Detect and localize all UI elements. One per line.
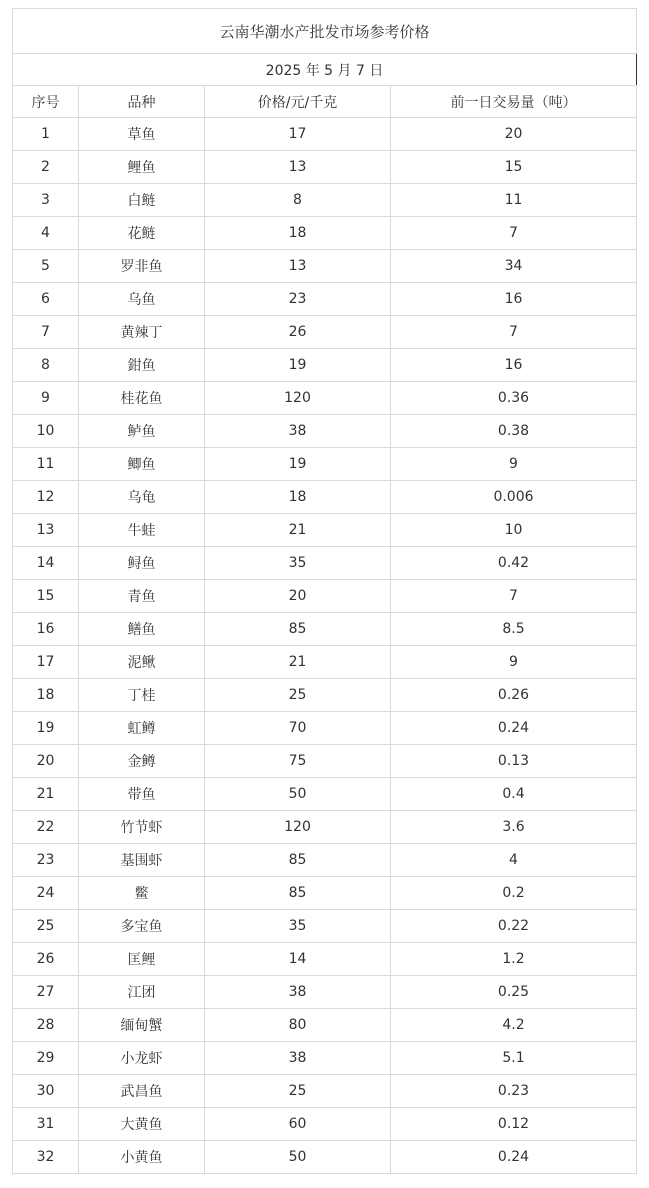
cell-index: 3 xyxy=(13,184,79,217)
cell-variety: 小龙虾 xyxy=(79,1042,205,1075)
cell-variety: 丁桂 xyxy=(79,679,205,712)
cell-volume: 9 xyxy=(391,448,637,481)
cell-variety: 鲫鱼 xyxy=(79,448,205,481)
table-row xyxy=(13,151,637,184)
cell-volume: 3.6 xyxy=(391,811,637,844)
cell-index: 18 xyxy=(13,679,79,712)
cell-index: 6 xyxy=(13,283,79,316)
cell-price: 75 xyxy=(205,745,391,778)
cell-index: 21 xyxy=(13,778,79,811)
cell-index: 8 xyxy=(13,349,79,382)
cell-variety: 鲈鱼 xyxy=(79,415,205,448)
cell-variety: 鳖 xyxy=(79,877,205,910)
cell-variety: 鉗鱼 xyxy=(79,349,205,382)
cell-price: 50 xyxy=(205,1141,391,1174)
price-table xyxy=(12,8,637,1174)
cell-volume: 34 xyxy=(391,250,637,283)
price-sheet xyxy=(12,8,636,1174)
cell-price: 26 xyxy=(205,316,391,349)
cell-variety: 江团 xyxy=(79,976,205,1009)
table-row xyxy=(13,646,637,679)
cell-index: 20 xyxy=(13,745,79,778)
cell-variety: 乌鱼 xyxy=(79,283,205,316)
table-row xyxy=(13,283,637,316)
cell-index: 28 xyxy=(13,1009,79,1042)
cell-price: 35 xyxy=(205,547,391,580)
cell-variety: 鳝鱼 xyxy=(79,613,205,646)
table-row xyxy=(13,481,637,514)
cell-price: 14 xyxy=(205,943,391,976)
cell-price: 85 xyxy=(205,877,391,910)
cell-price: 25 xyxy=(205,679,391,712)
cell-price: 19 xyxy=(205,448,391,481)
cell-volume: 4 xyxy=(391,844,637,877)
cell-variety: 金鳟 xyxy=(79,745,205,778)
cell-volume: 15 xyxy=(391,151,637,184)
cell-variety: 鲟鱼 xyxy=(79,547,205,580)
cell-index: 30 xyxy=(13,1075,79,1108)
cell-variety: 鲤鱼 xyxy=(79,151,205,184)
cell-price: 20 xyxy=(205,580,391,613)
cell-volume: 16 xyxy=(391,283,637,316)
cell-variety: 泥鳅 xyxy=(79,646,205,679)
table-row xyxy=(13,976,637,1009)
title-row xyxy=(13,9,637,54)
table-row xyxy=(13,448,637,481)
table-row xyxy=(13,1042,637,1075)
column-header-volume: 前一日交易量（吨） xyxy=(391,86,637,118)
cell-volume: 4.2 xyxy=(391,1009,637,1042)
cell-price: 13 xyxy=(205,151,391,184)
cell-volume: 11 xyxy=(391,184,637,217)
table-row xyxy=(13,118,637,151)
cell-price: 18 xyxy=(205,481,391,514)
cell-variety: 缅甸蟹 xyxy=(79,1009,205,1042)
cell-volume: 0.42 xyxy=(391,547,637,580)
cell-index: 25 xyxy=(13,910,79,943)
cell-index: 13 xyxy=(13,514,79,547)
table-row xyxy=(13,712,637,745)
cell-volume: 0.23 xyxy=(391,1075,637,1108)
cell-price: 50 xyxy=(205,778,391,811)
cell-price: 120 xyxy=(205,382,391,415)
cell-index: 29 xyxy=(13,1042,79,1075)
cell-price: 38 xyxy=(205,1042,391,1075)
date-row xyxy=(13,54,637,86)
table-row xyxy=(13,844,637,877)
cell-price: 38 xyxy=(205,415,391,448)
column-header-price: 价格/元/千克 xyxy=(205,86,391,118)
table-body xyxy=(13,118,637,1174)
table-row xyxy=(13,679,637,712)
table-row xyxy=(13,1075,637,1108)
cell-variety: 草鱼 xyxy=(79,118,205,151)
table-row xyxy=(13,580,637,613)
cell-variety: 匡鲤 xyxy=(79,943,205,976)
cell-price: 85 xyxy=(205,844,391,877)
cell-volume: 0.4 xyxy=(391,778,637,811)
table-date: 2025 年 5 月 7 日 xyxy=(13,54,637,86)
table-row xyxy=(13,217,637,250)
cell-variety: 小黄鱼 xyxy=(79,1141,205,1174)
cell-variety: 白鲢 xyxy=(79,184,205,217)
cell-variety: 武昌鱼 xyxy=(79,1075,205,1108)
cell-variety: 乌龟 xyxy=(79,481,205,514)
table-row xyxy=(13,316,637,349)
cell-volume: 0.38 xyxy=(391,415,637,448)
cell-variety: 带鱼 xyxy=(79,778,205,811)
cell-price: 70 xyxy=(205,712,391,745)
cell-volume: 20 xyxy=(391,118,637,151)
cell-index: 5 xyxy=(13,250,79,283)
cell-price: 13 xyxy=(205,250,391,283)
cell-price: 35 xyxy=(205,910,391,943)
cell-variety: 罗非鱼 xyxy=(79,250,205,283)
cell-variety: 竹节虾 xyxy=(79,811,205,844)
cell-price: 85 xyxy=(205,613,391,646)
cell-index: 19 xyxy=(13,712,79,745)
table-row xyxy=(13,1108,637,1141)
cell-index: 1 xyxy=(13,118,79,151)
cell-index: 4 xyxy=(13,217,79,250)
table-row xyxy=(13,1141,637,1174)
column-header-variety: 品种 xyxy=(79,86,205,118)
cell-volume: 7 xyxy=(391,316,637,349)
cell-variety: 黄辣丁 xyxy=(79,316,205,349)
cell-index: 17 xyxy=(13,646,79,679)
cell-volume: 0.24 xyxy=(391,712,637,745)
cell-volume: 0.26 xyxy=(391,679,637,712)
cell-index: 23 xyxy=(13,844,79,877)
cell-price: 19 xyxy=(205,349,391,382)
cell-index: 11 xyxy=(13,448,79,481)
table-row xyxy=(13,1009,637,1042)
cell-variety: 虹鳟 xyxy=(79,712,205,745)
table-row xyxy=(13,382,637,415)
table-row xyxy=(13,415,637,448)
cell-index: 2 xyxy=(13,151,79,184)
cell-index: 31 xyxy=(13,1108,79,1141)
table-row xyxy=(13,811,637,844)
cell-volume: 0.2 xyxy=(391,877,637,910)
cell-volume: 0.24 xyxy=(391,1141,637,1174)
cell-price: 38 xyxy=(205,976,391,1009)
table-row xyxy=(13,778,637,811)
cell-volume: 0.22 xyxy=(391,910,637,943)
cell-volume: 1.2 xyxy=(391,943,637,976)
cell-volume: 8.5 xyxy=(391,613,637,646)
table-row xyxy=(13,745,637,778)
table-row xyxy=(13,184,637,217)
cell-variety: 多宝鱼 xyxy=(79,910,205,943)
cell-index: 7 xyxy=(13,316,79,349)
column-header-index: 序号 xyxy=(13,86,79,118)
cell-price: 8 xyxy=(205,184,391,217)
cell-price: 17 xyxy=(205,118,391,151)
table-row xyxy=(13,349,637,382)
cell-index: 22 xyxy=(13,811,79,844)
cell-volume: 9 xyxy=(391,646,637,679)
table-row xyxy=(13,613,637,646)
table-row xyxy=(13,910,637,943)
header-row xyxy=(13,86,637,118)
cell-price: 23 xyxy=(205,283,391,316)
cell-volume: 0.006 xyxy=(391,481,637,514)
cell-price: 25 xyxy=(205,1075,391,1108)
cell-price: 18 xyxy=(205,217,391,250)
table-row xyxy=(13,514,637,547)
cell-variety: 牛蛙 xyxy=(79,514,205,547)
cell-index: 24 xyxy=(13,877,79,910)
cell-price: 60 xyxy=(205,1108,391,1141)
table-title: 云南华潮水产批发市场参考价格 xyxy=(13,9,637,54)
cell-variety: 大黄鱼 xyxy=(79,1108,205,1141)
table-row xyxy=(13,250,637,283)
cell-index: 32 xyxy=(13,1141,79,1174)
cell-variety: 花鲢 xyxy=(79,217,205,250)
cell-index: 10 xyxy=(13,415,79,448)
cell-volume: 0.12 xyxy=(391,1108,637,1141)
table-row xyxy=(13,943,637,976)
cell-index: 15 xyxy=(13,580,79,613)
table-row xyxy=(13,547,637,580)
cell-index: 16 xyxy=(13,613,79,646)
cell-volume: 0.13 xyxy=(391,745,637,778)
cell-price: 21 xyxy=(205,514,391,547)
cell-volume: 16 xyxy=(391,349,637,382)
cell-volume: 0.36 xyxy=(391,382,637,415)
cell-volume: 5.1 xyxy=(391,1042,637,1075)
table-row xyxy=(13,877,637,910)
cell-index: 9 xyxy=(13,382,79,415)
cell-index: 27 xyxy=(13,976,79,1009)
cell-index: 26 xyxy=(13,943,79,976)
cell-price: 80 xyxy=(205,1009,391,1042)
cell-variety: 基围虾 xyxy=(79,844,205,877)
cell-volume: 7 xyxy=(391,580,637,613)
cell-index: 12 xyxy=(13,481,79,514)
cell-price: 21 xyxy=(205,646,391,679)
cell-index: 14 xyxy=(13,547,79,580)
cell-volume: 10 xyxy=(391,514,637,547)
cell-price: 120 xyxy=(205,811,391,844)
cell-variety: 青鱼 xyxy=(79,580,205,613)
cell-volume: 0.25 xyxy=(391,976,637,1009)
cell-variety: 桂花鱼 xyxy=(79,382,205,415)
cell-volume: 7 xyxy=(391,217,637,250)
